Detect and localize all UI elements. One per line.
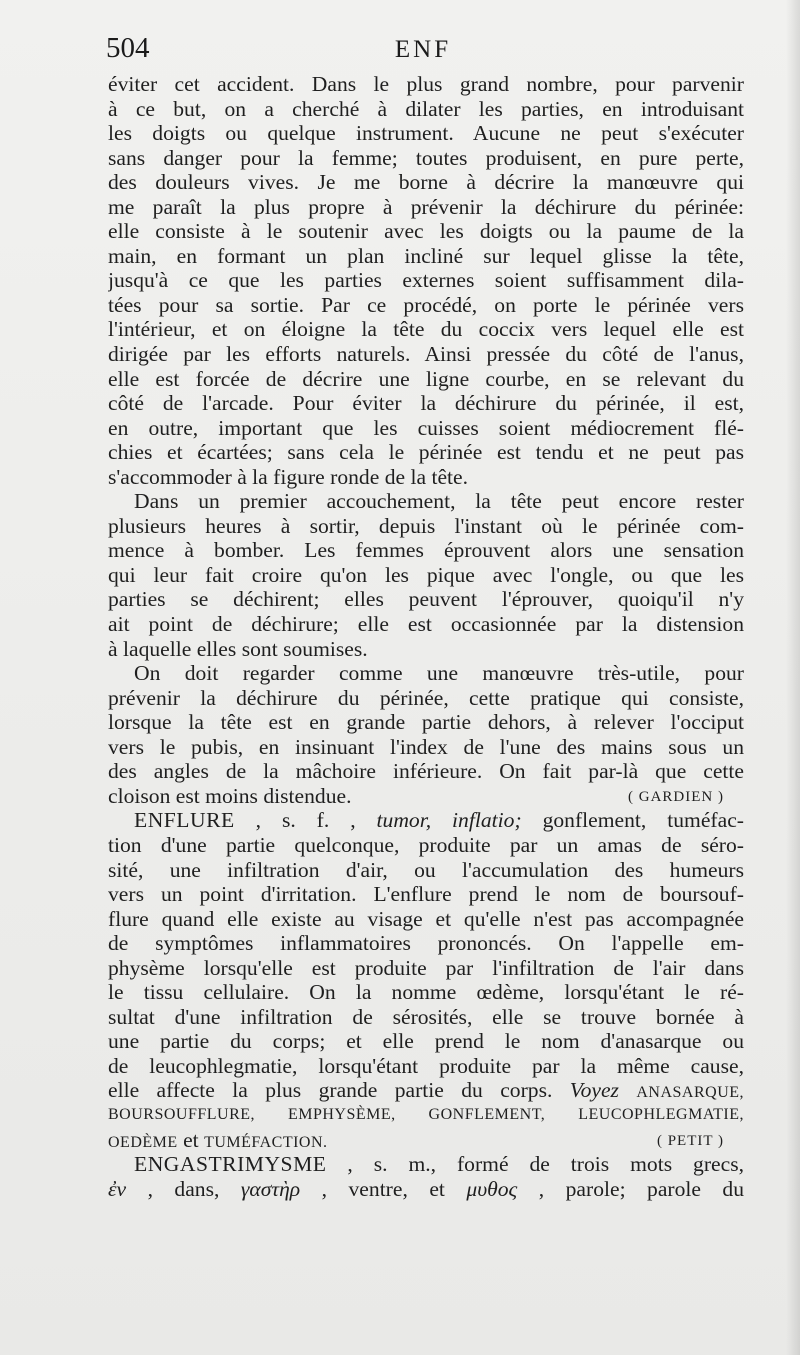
- text-line: qui leur fait croire qu'on les pique avec l'ongle, ou que les: [108, 562, 744, 587]
- text-line: plusieurs heures à sortir, depuis l'instant où le périnée com-: [108, 513, 744, 538]
- text-line: lorsque la tête est en grande partie dehors, à relever l'occiput: [108, 710, 744, 735]
- author-signature: ( PETIT ): [656, 1132, 724, 1149]
- text-fragment: , dans,: [147, 1176, 220, 1201]
- grammar-label: , s. f. ,: [255, 808, 356, 833]
- cross-reference: TUMÉFACTION.: [204, 1133, 328, 1151]
- text-line: de symptômes inflammatoires prononcés. On l'appelle em-: [108, 931, 744, 956]
- text-line: éviter cet accident. Dans le plus grand nombre, pour parvenir: [108, 72, 744, 96]
- text-line: sité, une infiltration d'air, ou l'accumulation des humeurs: [108, 857, 744, 882]
- text-line: tion d'une partie quelconque, produite par un amas de séro-: [108, 832, 744, 857]
- text-fragment: cloison est moins distendue.: [108, 783, 352, 808]
- text-line: elle est forcée de décrire une ligne courbe, en se relevant du: [108, 366, 744, 391]
- text-line: vers un point d'irritation. L'enflure prend le nom de boursouf-: [108, 882, 744, 907]
- text-fragment: gonflement, tuméfac-: [542, 808, 744, 833]
- text-line: mence à bomber. Les femmes éprouvent alors une sensation: [108, 538, 744, 563]
- page-number: 504: [106, 32, 150, 64]
- entry-enflure-first-line: [108, 808, 744, 833]
- entry-headword: ENFLURE: [134, 808, 235, 833]
- text-fragment: , parole; parole du: [538, 1176, 744, 1201]
- cross-reference: OEDÈME: [108, 1133, 178, 1151]
- text-line-voyez: [108, 1078, 744, 1103]
- text-line: côté de l'arcade. Pour éviter la déchirure du périnée, il est,: [108, 391, 744, 416]
- text-line: main, en formant un plan incliné sur lequel glisse la tête,: [108, 243, 744, 268]
- text-fragment: et: [183, 1127, 199, 1152]
- text-line: de leucophlegmatie, lorsqu'étant produite par la même cause,: [108, 1053, 744, 1078]
- text-fragment: , s. m., formé de trois mots grecs,: [347, 1152, 744, 1177]
- text-line: me paraît la plus propre à prévenir la déchirure du périnée:: [108, 194, 744, 219]
- text-line: elle consiste à le soutenir avec les doigts ou la paume de la: [108, 219, 744, 244]
- text-line: prévenir la déchirure du périnée, cette pratique qui consiste,: [108, 685, 744, 710]
- cross-reference-line-with-signature: [108, 1128, 744, 1153]
- text-line: flure quand elle existe au visage et qu'elle n'est pas accompagnée: [108, 906, 744, 931]
- greek-word: μυθος: [466, 1176, 518, 1201]
- text-line: physème lorsqu'elle est produite par l'infiltration de l'air dans: [108, 955, 744, 980]
- text-line: ait point de déchirure; elle est occasionnée par la distension: [108, 612, 744, 637]
- text-line: jusqu'à ce que les parties externes soient suffisamment dila-: [108, 268, 744, 293]
- text-line: une partie du corps; et elle prend le nom d'anasarque ou: [108, 1029, 744, 1054]
- text-line: Dans un premier accouchement, la tête peut encore rester: [134, 489, 744, 514]
- page-edge-shadow: [786, 0, 800, 1355]
- entry-headword: ENGASTRIMYSME: [134, 1152, 327, 1177]
- text-line: à ce but, on a cherché à dilater les parties, en introduisant: [108, 96, 744, 121]
- text-line: tées pour sa sortie. Par ce procédé, on porte le périnée vers: [108, 292, 744, 317]
- author-signature: ( GARDIEN ): [628, 788, 724, 805]
- text-line-greek: [108, 1177, 744, 1202]
- text-line: des angles de la mâchoire inférieure. On fait par-là que cette: [108, 759, 744, 784]
- text-line: parties se déchirent; elles peuvent l'éprouver, quoiqu'il n'y: [108, 587, 744, 612]
- greek-word: ἐν: [108, 1176, 127, 1201]
- cross-reference-line: BOURSOUFFLURE, EMPHYSÈME, GONFLEMENT, LEUCOPHLEGMATIE,: [108, 1105, 744, 1123]
- running-head: ENF: [394, 36, 452, 63]
- text-fragment: elle affecte la plus grande partie du corps.: [108, 1078, 553, 1103]
- text-line: sultat d'une infiltration de sérosités, elle se trouve bornée à: [108, 1004, 744, 1029]
- entry-engastrimysme-first-line: [108, 1152, 744, 1177]
- text-line: le tissu cellulaire. On la nomme œdème, lorsqu'étant le ré-: [108, 980, 744, 1005]
- text-line-with-signature: [108, 784, 744, 809]
- text-line: à laquelle elles sont soumises.: [108, 636, 368, 661]
- voyez-label: Voyez: [569, 1078, 619, 1103]
- text-line: en outre, important que les cuisses soient médiocrement flé-: [108, 415, 744, 440]
- text-line: dirigée par les efforts naturels. Ainsi pressée du côté de l'anus,: [108, 342, 744, 367]
- body-text: [108, 72, 744, 1201]
- cross-reference: ANASARQUE,: [636, 1084, 744, 1102]
- text-line: sans danger pour la femme; toutes produisent, en pure perte,: [108, 145, 744, 170]
- text-line: des douleurs vives. Je me borne à décrire la manœuvre qui: [108, 170, 744, 195]
- text-line: s'accommoder à la figure ronde de la tête.: [108, 464, 469, 489]
- text-line: chies et écartées; sans cela le périnée est tendu et ne peut pas: [108, 440, 744, 465]
- greek-word: γαστὴρ: [240, 1176, 301, 1201]
- text-line: les doigts ou quelque instrument. Aucune ne peut s'exécuter: [108, 121, 744, 146]
- latin-terms: tumor, inflatio;: [376, 808, 522, 833]
- text-line: On doit regarder comme une manœuvre très-utile, pour: [134, 661, 744, 686]
- page-header: [106, 32, 740, 72]
- text-line: vers le pubis, en insinuant l'index de l'une des mains sous un: [108, 734, 744, 759]
- text-line: l'intérieur, et on éloigne la tête du coccix vers lequel elle est: [108, 317, 744, 342]
- text-fragment: , ventre, et: [321, 1176, 445, 1201]
